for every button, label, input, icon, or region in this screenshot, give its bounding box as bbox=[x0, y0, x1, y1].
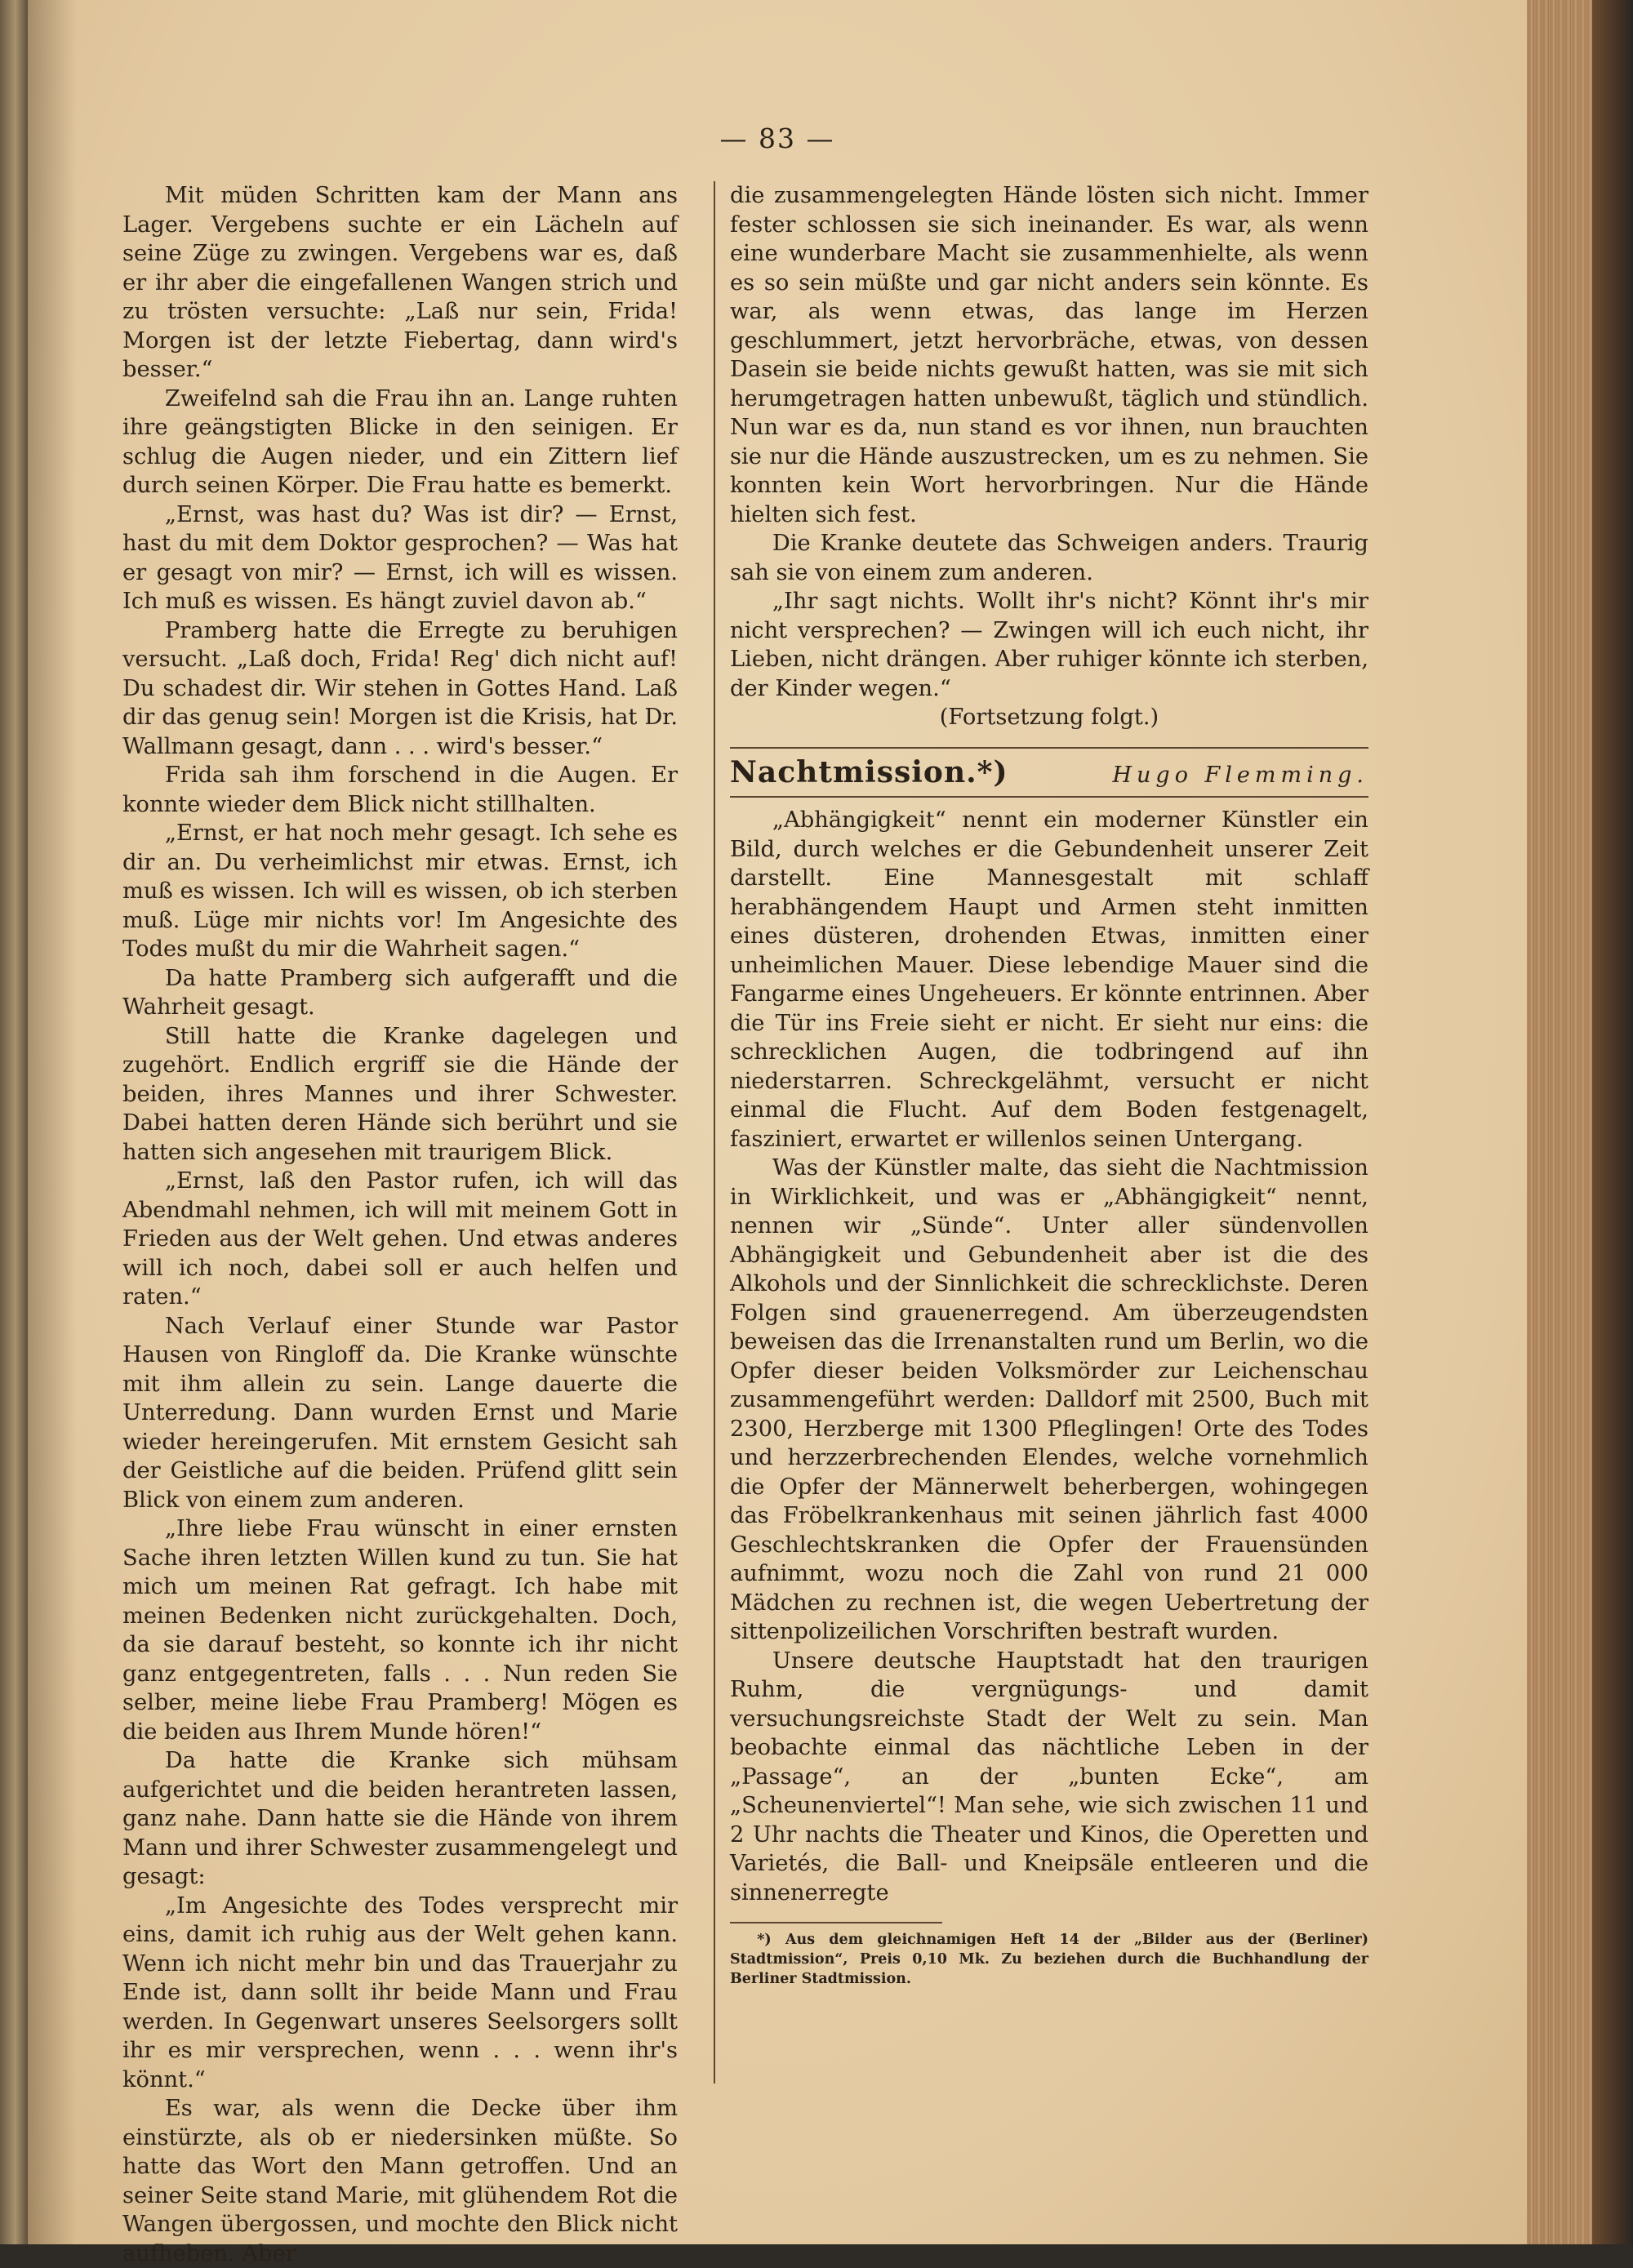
paragraph: „Ernst, er hat noch mehr gesagt. Ich sehe es dir an. Du verheimlichst mir etwas. Ernst, ich muß es wissen. Ich will es wissen, ob ich sterben muß. Lüge mir nichts vor! Im Angesichte des Todes mußt du mir die Wahrheit sagen.“ bbox=[122, 820, 678, 962]
right-column bbox=[730, 181, 1368, 1989]
paragraph: Unsere deutsche Hauptstadt hat den traurigen Ruhm, die vergnügungs- und damit versuchungsreichste Stadt der Welt zu sein. Man beobachte einmal das nächtliche Leben in der „Passage“, an der „bunten Ecke“, am „Scheunenviertel“! Man sehe, wie sich zwischen 11 und 2 Uhr nachts die Theater und Kinos, die Operetten und Varietés, die Ball- und Kneipsäle entleeren und die sinnenerregte bbox=[730, 1648, 1368, 1906]
paragraph: Es war, als wenn die Decke über ihm einstürzte, als ob er niedersinken müßte. So hatte das Wort den Mann getroffen. Und an seiner Seite stand Marie, mit glühendem Rot die Wangen übergossen, und mochte den Blick nicht aufheben. Aber bbox=[122, 2096, 678, 2266]
left-page-edge bbox=[0, 0, 28, 2244]
book-cover-edge bbox=[1592, 0, 1633, 2244]
paragraph: Da hatte die Kranke sich mühsam aufgerichtet und die beiden herantreten lassen, ganz nahe. Dann hatte sie die Hände von ihrem Mann und ihrer Schwester zusammengelegt und gesagt: bbox=[122, 1748, 678, 1889]
article-title: Nachtmission.*) bbox=[730, 754, 1008, 789]
gutter-shadow bbox=[28, 0, 77, 2244]
paragraph: Mit müden Schritten kam der Mann ans Lager. Vergebens suchte er ein Lächeln auf seine Züge zu zwingen. Vergebens war es, daß er ihr aber die eingefallenen Wangen strich und zu trösten versuchte: „Laß nur sein, Frida! Morgen ist der letzte Fiebertag, dann wird's besser.“ bbox=[122, 183, 678, 382]
paragraph: „Ihr sagt nichts. Wollt ihr's nicht? Könnt ihr's mir nicht versprechen? — Zwingen will ich euch nicht, ihr Lieben, nicht drängen. Aber ruhiger könnte ich sterben, der Kinder wegen.“ bbox=[730, 589, 1368, 701]
to-be-continued-note: (Fortsetzung folgt.) bbox=[939, 705, 1159, 730]
paragraph: „Ihre liebe Frau wünscht in einer ernsten Sache ihren letzten Willen kund zu tun. Sie hat mich um meinen Rat gefragt. Ich habe mit meinen Bedenken nicht zurückgehalten. Doch, da sie darauf besteht, so konnte ich ihr nicht ganz entgegentreten, falls . . . Nun reden Sie selber, meine liebe Frau Pramberg! Mögen es die beiden aus Ihrem Munde hören!“ bbox=[122, 1516, 678, 1745]
paragraph: „Ernst, laß den Pastor rufen, ich will das Abendmahl nehmen, ich will mit meinem Gott in Frieden aus der Welt gehen. Und etwas anderes will ich noch, dabei soll er auch helfen und raten.“ bbox=[122, 1168, 678, 1310]
paragraph: „Abhängigkeit“ nennt ein moderner Künstler ein Bild, durch welches er die Gebundenheit unserer Zeit darstellt. Eine Mannesgestalt mit schlaff herabhängendem Haupt und Armen steht inmitten eines düsteren, drohenden Etwas, inmitten einer unheimlichen Mauer. Diese lebendige Mauer sind die Fangarme eines Ungeheuers. Er könnte entrinnen. Aber die Tür ins Freie sieht er nicht. Er sieht nur eins: die schrecklichen Augen, die todbringend auf ihn niederstarren. Schreckgelähmt, versucht er nicht einmal die Flucht. Auf dem Boden festgenagelt, fasziniert, erwartet er willenlos seinen Untergang. bbox=[730, 807, 1368, 1152]
footnote: *) Aus dem gleichnamigen Heft 14 der „Bilder aus der (Berliner) Stadtmission“, Preis 0,10 Mk. Zu beziehen durch die Buchhandlung der Berliner Stadtmission. bbox=[730, 1932, 1368, 1987]
paragraph: Nach Verlauf einer Stunde war Pastor Hausen von Ringloff da. Die Kranke wünschte mit ihm allein zu sein. Lange dauerte die Unterredung. Dann wurden Ernst und Marie wieder hereingerufen. Mit ernstem Gesicht sah der Geistliche auf die beiden. Prüfend glitt sein Blick von einem zum anderen. bbox=[122, 1313, 678, 1513]
column-divider bbox=[714, 181, 715, 2083]
paragraph: „Im Angesichte des Todes versprecht mir eins, damit ich ruhig aus der Welt gehen kann. Wenn ich nicht mehr bin und das Trauerjahr zu Ende ist, dann sollt ihr beide Mann und Frau werden. In Gegenwart unseres Seelsorgers sollt ihr es mir versprechen, wenn . . . wenn ihr's könnt.“ bbox=[122, 1892, 678, 2092]
left-column bbox=[122, 181, 678, 2268]
paragraph: die zusammengelegten Hände lösten sich nicht. Immer fester schlossen sie sich ineinander. Es war, als wenn eine wunderbare Macht sie zusammenhielte, als wenn es so sein müßte und gar nicht anders sein könnte. Es war, als wenn etwas, das lange im Herzen geschlummert, jetzt hervorbräche, etwas, von dessen Dasein sie beide nichts gewußt hatten, was sie mit sich herumgetragen hatten unbewußt, täglich und stündlich. Nun war es da, nun stand es vor ihnen, nun brauchten sie nur die Hände auszustrecken, um es zu nehmen. Sie konnten kein Wort hervorbringen. Nur die Hände hielten sich fest. bbox=[730, 183, 1368, 527]
footnote-rule bbox=[730, 1922, 942, 1923]
paragraph: Frida sah ihm forschend in die Augen. Er konnte wieder dem Blick nicht stillhalten. bbox=[122, 763, 678, 817]
paragraph: Still hatte die Kranke dagelegen und zugehört. Endlich ergriff sie die Hände der beiden, ihres Mannes und ihrer Schwester. Dabei hatten deren Hände sich berührt und sie hatten sich angesehen mit traurigem Blick. bbox=[122, 1023, 678, 1165]
book-page bbox=[28, 0, 1527, 2266]
page-number: — 83 — bbox=[719, 122, 835, 154]
paragraph: Zweifelnd sah die Frau ihn an. Lange ruhten ihre geängstigten Blicke in den seinigen. Er schlug die Augen nieder, und ein Zittern lief durch seinen Körper. Die Frau hatte es bemerkt. bbox=[122, 385, 678, 498]
paragraph: „Ernst, was hast du? Was ist dir? — Ernst, hast du mit dem Doktor gesprochen? — Was hat er gesagt von mir? — Ernst, ich will es wissen. Ich muß es wissen. Es hängt zuviel davon ab.“ bbox=[122, 501, 678, 614]
paragraph: Was der Künstler malte, das sieht die Nachtmission in Wirklichkeit, und was er „Abhängigkeit“ nennt, nennen wir „Sünde“. Unter aller sündenvollen Abhängigkeit und Gebundenheit aber ist die des Alkohols und der Sinnlichkeit die schrecklichste. Deren Folgen sind grauenerregend. Am überzeugendsten beweisen das die Irrenanstalten rund um Berlin, wo die Opfer dieser beiden Volksmörder zur Leichenschau zusammengeführt werden: Dalldorf mit 2500, Buch mit 2300, Herzberge mit 1300 Pfleglingen! Orte des Todes und herzzerbrechenden Elendes, welche vornehmlich die Opfer der Männerwelt beherbergen, wohingegen das Fröbelkrankenhaus mit seinen jährlich fast 4000 Geschlechtskranken die Opfer der Frauensünden aufnimmt, wozu noch die Zahl von rund 21 000 Mädchen zu rechnen ist, die wegen Uebertretung der sittenpolizeilichen Vorschriften bestraft wurden. bbox=[730, 1155, 1368, 1644]
paragraph: Da hatte Pramberg sich aufgerafft und die Wahrheit gesagt. bbox=[122, 965, 678, 1020]
paragraph: Pramberg hatte die Erregte zu beruhigen versucht. „Laß doch, Frida! Reg' dich nicht auf! Du schadest dir. Wir stehen in Gottes Hand. Laß dir das genug sein! Morgen ist die Krisis, hat Dr. Wallmann gesagt, dann . . . wird's besser.“ bbox=[122, 617, 678, 759]
article-author: Hugo Flemming. bbox=[1112, 762, 1368, 788]
paragraph: Die Kranke deutete das Schweigen anders. Traurig sah sie von einem zum anderen. bbox=[730, 531, 1368, 585]
article-header bbox=[730, 747, 1368, 798]
